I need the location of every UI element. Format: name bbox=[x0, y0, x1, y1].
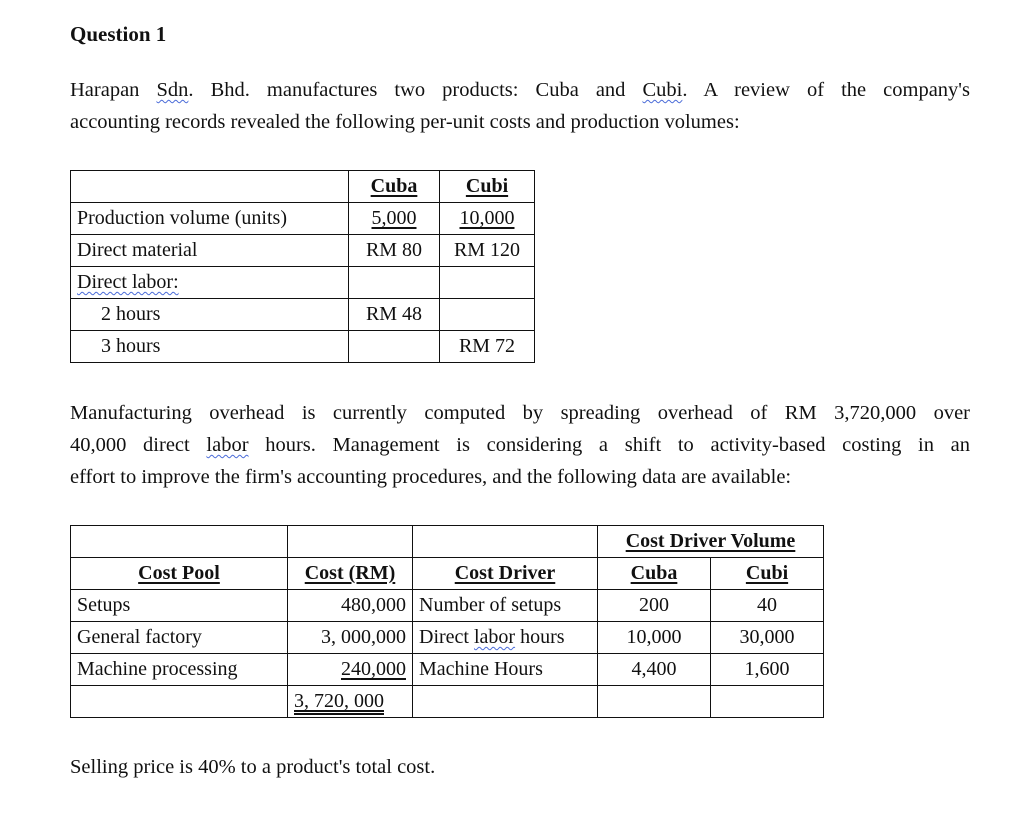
header-cubi: Cubi bbox=[711, 558, 824, 590]
table-row bbox=[71, 558, 824, 590]
row-label: Direct material bbox=[71, 235, 349, 267]
unit-cost-table bbox=[70, 170, 535, 363]
cubi-cell: 40 bbox=[711, 590, 824, 622]
table-row bbox=[71, 203, 535, 235]
cell-cubi bbox=[440, 267, 535, 299]
cuba-cell: 4,400 bbox=[598, 654, 711, 686]
overhead-line-3: effort to improve the firm's accounting procedures, and the following data are available: bbox=[70, 466, 792, 488]
intro-line-1: Harapan Sdn. Bhd. manufactures two products: Cuba and Cubi. A review of the company's bbox=[70, 79, 970, 101]
table-cell bbox=[711, 686, 824, 718]
cell-cuba: 5,000 bbox=[349, 203, 440, 235]
cell-cuba: RM 48 bbox=[349, 299, 440, 331]
cost-pool-cell: General factory bbox=[71, 622, 288, 654]
cell-cubi bbox=[440, 299, 535, 331]
row-label: Production volume (units) bbox=[71, 203, 349, 235]
selling-price-note: Selling price is 40% to a product's total cost. bbox=[70, 756, 436, 778]
row-label: Direct labor: bbox=[71, 267, 349, 299]
driver-cell: Number of setups bbox=[413, 590, 598, 622]
table-cell bbox=[413, 526, 598, 558]
spell-mark-sdn: Sdn bbox=[156, 79, 189, 101]
cell-cuba bbox=[349, 267, 440, 299]
overhead-paragraph bbox=[70, 397, 970, 493]
cell-cuba: RM 80 bbox=[349, 235, 440, 267]
cuba-cell: 10,000 bbox=[598, 622, 711, 654]
table-cell bbox=[71, 686, 288, 718]
table-row bbox=[71, 267, 535, 299]
header-cost: Cost (RM) bbox=[288, 558, 413, 590]
header-cost-driver: Cost Driver bbox=[413, 558, 598, 590]
table-cell bbox=[288, 526, 413, 558]
total-cost-cell: 3, 720, 000 bbox=[288, 686, 413, 718]
cubi-cell: 30,000 bbox=[711, 622, 824, 654]
cost-pool-cell: Machine processing bbox=[71, 654, 288, 686]
table-row bbox=[71, 654, 824, 686]
header-cuba: Cuba bbox=[598, 558, 711, 590]
table-row bbox=[71, 526, 824, 558]
question-heading: Question 1 bbox=[70, 22, 167, 46]
row-label: 2 hours bbox=[71, 299, 349, 331]
table-row bbox=[71, 622, 824, 654]
driver-cell: Direct labor hours bbox=[413, 622, 598, 654]
table-row bbox=[71, 235, 535, 267]
spell-mark-labor: labor bbox=[473, 626, 516, 648]
driver-cell: Machine Hours bbox=[413, 654, 598, 686]
cell-cubi: 10,000 bbox=[440, 203, 535, 235]
table-cell bbox=[413, 686, 598, 718]
cuba-cell: 200 bbox=[598, 590, 711, 622]
cell-cubi: RM 72 bbox=[440, 331, 535, 363]
table-row bbox=[71, 299, 535, 331]
cost-cell: 480,000 bbox=[288, 590, 413, 622]
table-row bbox=[71, 331, 535, 363]
header-cost-pool: Cost Pool bbox=[71, 558, 288, 590]
row-label: 3 hours bbox=[71, 331, 349, 363]
intro-paragraph bbox=[70, 74, 970, 138]
table-row bbox=[71, 686, 824, 718]
cell-cuba bbox=[349, 331, 440, 363]
cost-pool-cell: Setups bbox=[71, 590, 288, 622]
overhead-line-1: Manufacturing overhead is currently computed by spreading overhead of RM 3,720,000 over bbox=[70, 402, 970, 424]
cell-cubi: RM 120 bbox=[440, 235, 535, 267]
cost-driver-volume-header: Cost Driver Volume bbox=[598, 526, 824, 558]
overhead-line-2: 40,000 direct labor hours. Management is considering a shift to activity-based costing in an bbox=[70, 434, 970, 456]
col-header-cuba: Cuba bbox=[349, 171, 440, 203]
col-header-cubi: Cubi bbox=[440, 171, 535, 203]
table-row bbox=[71, 590, 824, 622]
cost-cell: 3, 000,000 bbox=[288, 622, 413, 654]
table-row bbox=[71, 171, 535, 203]
table-cell bbox=[71, 526, 288, 558]
spell-mark-cubi: Cubi bbox=[642, 79, 683, 101]
cubi-cell: 1,600 bbox=[711, 654, 824, 686]
table-cell bbox=[71, 171, 349, 203]
cost-cell: 240,000 bbox=[288, 654, 413, 686]
table-cell bbox=[598, 686, 711, 718]
intro-line-2: accounting records revealed the following per-unit costs and production volumes: bbox=[70, 111, 740, 133]
activity-cost-table bbox=[70, 525, 824, 718]
spell-mark-labor: labor bbox=[206, 434, 249, 456]
